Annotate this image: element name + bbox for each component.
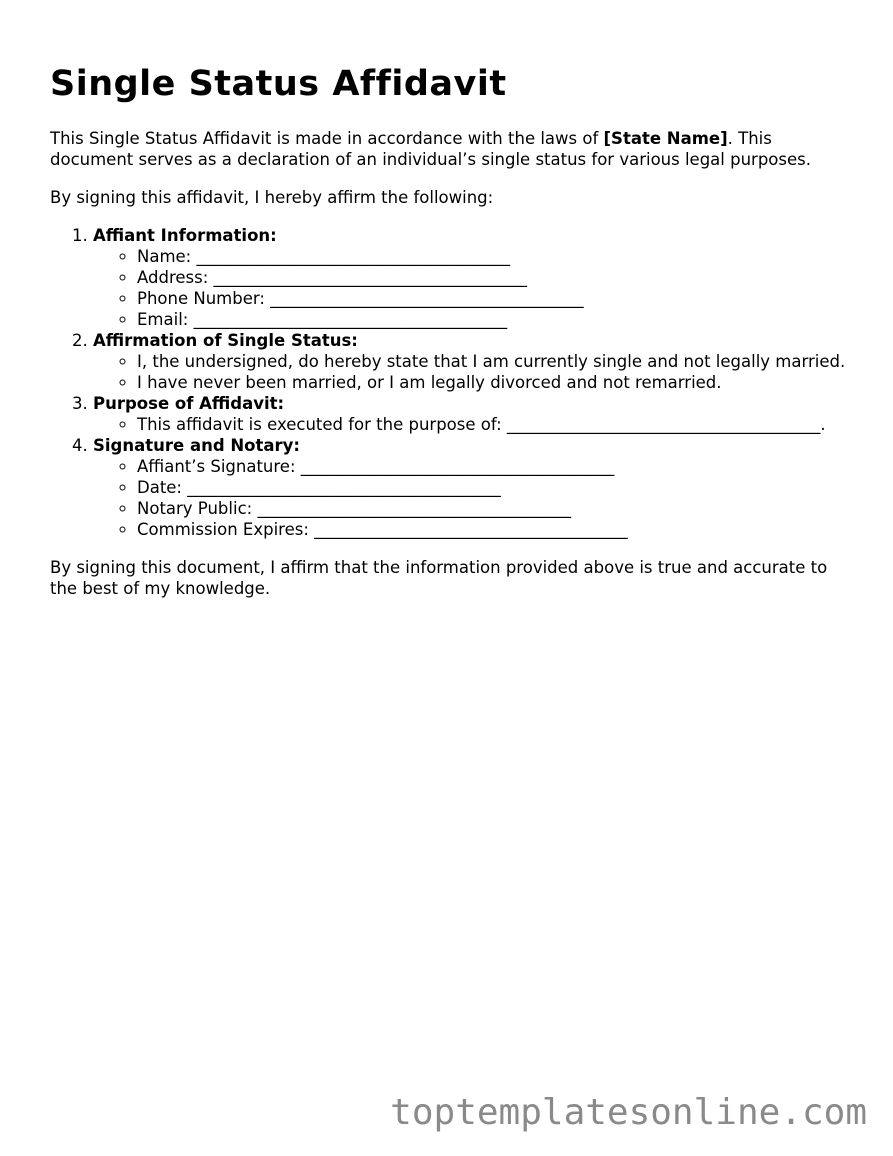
address-field: ◦ Address: ______________________________________	[137, 267, 850, 288]
affiant-signature-field: ◦ Affiant’s Signature: ______________________________________	[137, 456, 850, 477]
purpose-list	[93, 414, 850, 435]
statement-list	[93, 351, 850, 393]
date-field: ◦ Date: ______________________________________	[137, 477, 850, 498]
section-signature-and-notary	[93, 435, 850, 540]
affidavit-page	[50, 62, 850, 599]
section-list	[50, 225, 850, 540]
statement-never-married: ◦ I have never been married, or I am legally divorced and not remarried.	[137, 372, 850, 393]
notary-public-field: ◦ Notary Public: ______________________________________	[137, 498, 850, 519]
state-name-placeholder: [State Name]	[603, 129, 728, 148]
intro-text-start: This Single Status Affidavit is made in accordance with the laws of	[50, 129, 604, 148]
section-affirmation-single-status	[93, 330, 850, 393]
section-title: Affiant Information:	[93, 226, 277, 245]
affirm-statement: By signing this affidavit, I hereby affirm the following:	[50, 188, 494, 207]
commission-expires-field: ◦ Commission Expires: ______________________________________	[137, 519, 850, 540]
closing-statement: By signing this document, I affirm that the information provided above is true and accurate to the best of my knowledge.	[50, 558, 828, 598]
watermark-text: toptemplatesonline.com	[390, 1092, 867, 1133]
purpose-field: ◦ This affidavit is executed for the purpose of: ______________________________________.	[137, 414, 850, 435]
section-title: Affirmation of Single Status:	[93, 331, 358, 350]
intro-text-end: . This document serves as a declaration of an individual’s single status for various legal purposes.	[50, 129, 811, 169]
section-affiant-information	[93, 225, 850, 330]
field-list	[93, 246, 850, 330]
section-purpose-of-affidavit	[93, 393, 850, 435]
section-title: Purpose of Affidavit:	[93, 394, 285, 413]
email-field: ◦ Email: ______________________________________	[137, 309, 850, 330]
document-title: Single Status Affidavit	[50, 64, 507, 104]
section-title: Signature and Notary:	[93, 436, 301, 455]
name-field: ◦ Name: ______________________________________	[137, 246, 850, 267]
signature-field-list	[93, 456, 850, 540]
phone-number-field: ◦ Phone Number: ______________________________________	[137, 288, 850, 309]
statement-currently-single: ◦ I, the undersigned, do hereby state that I am currently single and not legally married.	[137, 351, 850, 372]
intro-paragraph	[50, 128, 850, 170]
